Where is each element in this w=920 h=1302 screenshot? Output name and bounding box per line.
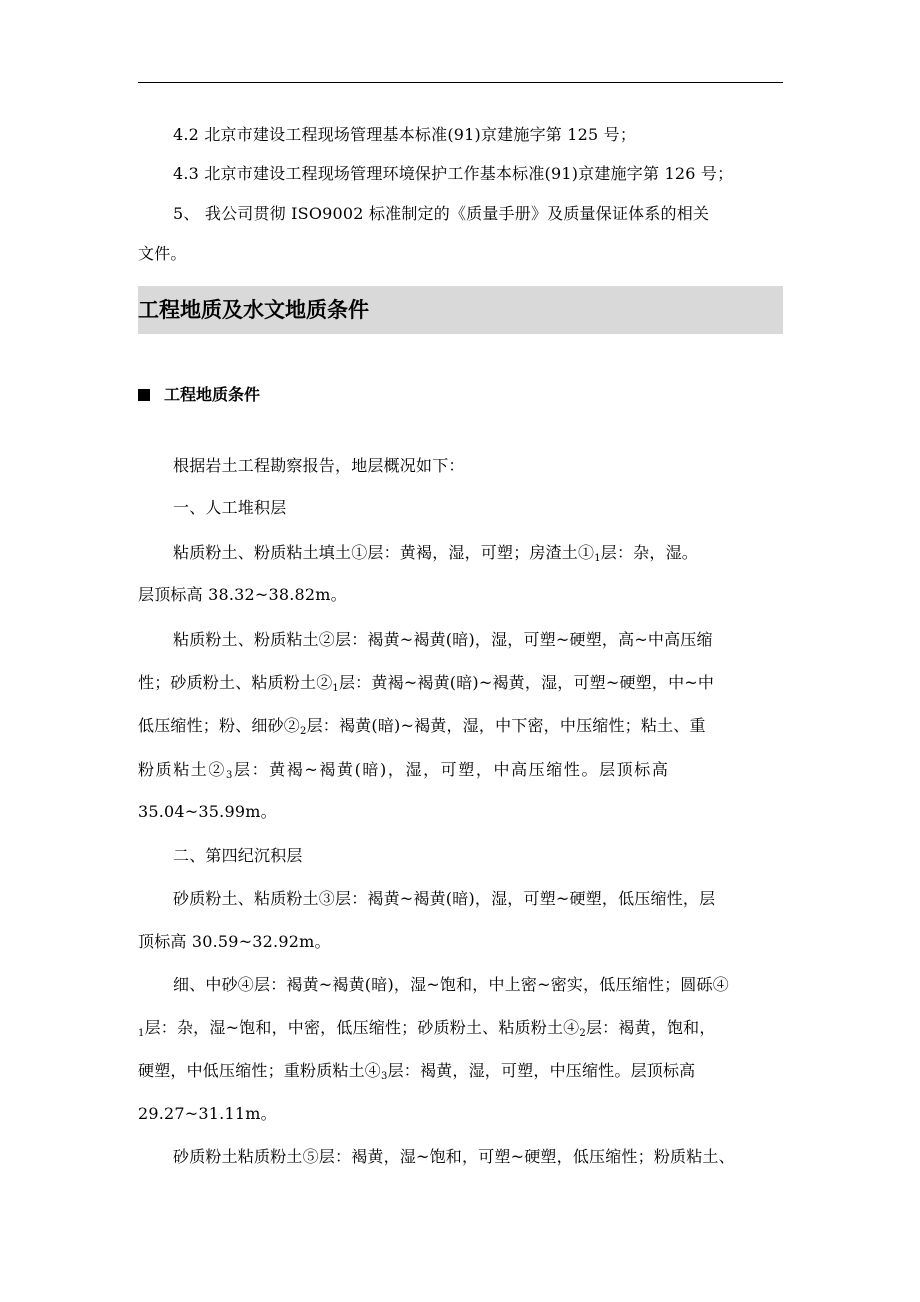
subscript: 1 — [138, 1028, 145, 1039]
paragraph-line — [138, 1018, 783, 1038]
text-run: 硬塑，中低压缩性；重粉质粘土④ — [138, 1061, 382, 1080]
subscript: 3 — [226, 770, 234, 781]
paragraph-line — [173, 543, 783, 563]
header-rule — [138, 82, 783, 83]
text-run: 层：褐黄(暗)~褐黄，湿，中下密，中压缩性；粘土、重 — [306, 716, 706, 735]
reference-4-2: 4.2 北京市建设工程现场管理基本标准(91)京建施字第 125 号； — [173, 125, 637, 144]
text-run: 性；砂质粉土、粘质粉土② — [138, 673, 333, 692]
paragraph-line: 层顶标高 38.32~38.82m。 — [138, 585, 347, 604]
paragraph-line — [138, 1061, 783, 1081]
paragraph-line: 砂质粉土粘质粉土⑤层：褐黄，湿~饱和，可塑~硬塑，低压缩性；粉质粘土、 — [173, 1147, 735, 1166]
subheading — [138, 385, 260, 405]
paragraph-line: 细、中砂④层：褐黄~褐黄(暗)，湿~饱和，中上密~密实，低压缩性；圆砾④ — [173, 975, 729, 994]
reference-4-3: 4.3 北京市建设工程现场管理环境保护工作基本标准(91)京建施字第 126 号； — [173, 164, 734, 183]
paragraph-line: 砂质粉土、粘质粉土③层：褐黄~褐黄(暗)，湿，可塑~硬塑，低压缩性，层 — [173, 889, 716, 908]
section-title: 工程地质及水文地质条件 — [138, 298, 369, 322]
text-run: 层：褐黄，饱和， — [585, 1018, 716, 1037]
black-square-bullet-icon — [138, 389, 150, 401]
reference-5-line2: 文件。 — [138, 244, 187, 263]
reference-5-line1: 5、 我公司贯彻 ISO9002 标准制定的《质量手册》及质量保证体系的相关 — [173, 204, 710, 223]
paragraph-line — [138, 673, 783, 693]
subheading-text: 工程地质条件 — [164, 385, 261, 404]
paragraph-line: 顶标高 30.59~32.92m。 — [138, 932, 331, 951]
paragraph-line: 29.27~31.11m。 — [138, 1104, 277, 1123]
text-run: 粉质粘土② — [138, 760, 227, 779]
layer-heading-2: 二、第四纪沉积层 — [173, 846, 303, 865]
text-run: 低压缩性；粉、细砂② — [138, 716, 301, 735]
paragraph-line: 35.04~35.99m。 — [138, 802, 277, 821]
layer-heading-1: 一、人工堆积层 — [173, 498, 287, 517]
text-run: 层：褐黄，湿，可塑，中压缩性。层顶标高 — [387, 1061, 696, 1080]
subscript: 3 — [381, 1071, 388, 1082]
paragraph-line: 粘质粉土、粉质粘土②层：褐黄~褐黄(暗)，湿，可塑~硬塑，高~中高压缩 — [173, 630, 713, 649]
text-run: 层：杂，湿~饱和，中密，低压缩性；砂质粉土、粘质粉土④ — [144, 1018, 580, 1037]
text-run: 层：黄褐~褐黄(暗)，湿，可塑，中高压缩性。层顶标高 — [233, 760, 670, 779]
subscript: 2 — [579, 1028, 586, 1039]
subscript: 1 — [332, 683, 339, 694]
text-run: 粘质粉土、粉质粘土填土①层：黄褐，湿，可塑；房渣土① — [173, 543, 595, 562]
section-banner — [138, 286, 783, 334]
paragraph-line — [138, 760, 783, 780]
subscript: 2 — [300, 726, 307, 737]
text-run: 层：黄褐~褐黄(暗)~褐黄，湿，可塑~硬塑，中~中 — [338, 673, 715, 692]
subscript: 1 — [594, 553, 601, 564]
paragraph-line — [138, 716, 783, 736]
text-run: 层：杂，湿。 — [600, 543, 698, 562]
intro-paragraph: 根据岩土工程勘察报告，地层概况如下： — [173, 456, 465, 475]
